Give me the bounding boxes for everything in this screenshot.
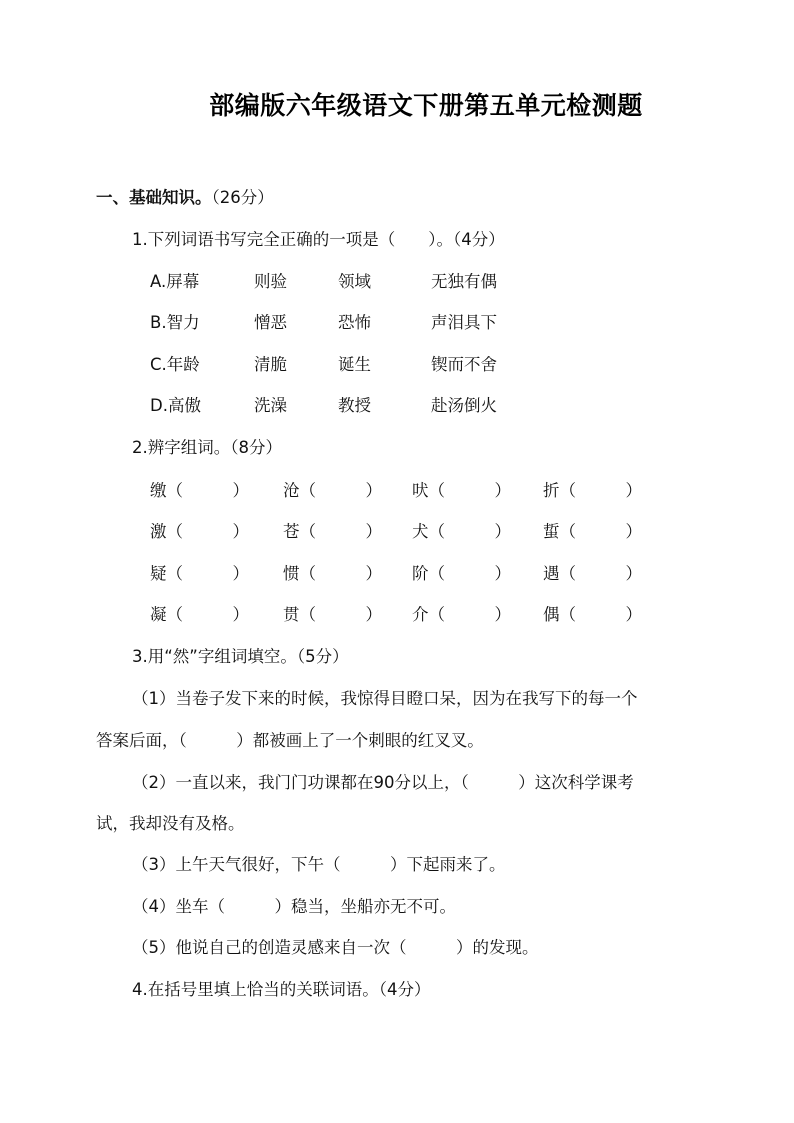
- section-score: （26分）: [211, 188, 274, 207]
- option-label: A.屏幕: [150, 272, 200, 291]
- option-label: C.年龄: [150, 355, 200, 374]
- word-blank: 缴（ ）: [150, 481, 249, 500]
- option-word: 清脆: [254, 355, 287, 374]
- question-3-item-4: （4）坐车（ ）稳当，坐船亦无不可。: [132, 897, 456, 916]
- question-2-prompt: 2.辨字组词。（8分）: [132, 438, 282, 457]
- section-heading: [96, 188, 274, 208]
- word-blank: 偶（ ）: [543, 605, 642, 624]
- word-blank: 折（ ）: [543, 481, 642, 500]
- option-word: 无独有偶: [431, 272, 497, 291]
- question-3-item-2: （2）一直以来，我门门功课都在90分以上，（ ）这次科学课考: [132, 773, 634, 792]
- word-blank: 疑（ ）: [150, 564, 249, 583]
- option-word: 声泪具下: [431, 313, 497, 332]
- question-1-prompt: 1.下列词语书写完全正确的一项是（ ）。（4分）: [132, 230, 505, 249]
- word-blank: 遇（ ）: [543, 564, 642, 583]
- option-word: 领域: [338, 272, 371, 291]
- word-blank: 沧（ ）: [283, 481, 382, 500]
- question-3-item-1: （1）当卷子发下来的时候，我惊得目瞪口呆，因为在我写下的每一个: [132, 689, 638, 708]
- word-blank: 犬（ ）: [412, 522, 511, 541]
- question-3-item-3: （3）上午天气很好，下午（ ）下起雨来了。: [132, 855, 506, 874]
- option-word: 教授: [338, 396, 371, 415]
- word-blank: 激（ ）: [150, 522, 249, 541]
- section-title: 一、基础知识。: [96, 188, 212, 207]
- option-label: B.智力: [150, 313, 200, 332]
- word-blank: 吠（ ）: [412, 481, 511, 500]
- option-word: 憎恶: [254, 313, 287, 332]
- question-3-item-2-cont: 试，我却没有及格。: [96, 814, 245, 833]
- option-word: 诞生: [338, 355, 371, 374]
- word-blank: 蜇（ ）: [543, 522, 642, 541]
- word-blank: 阶（ ）: [412, 564, 511, 583]
- question-3-prompt: 3.用“然”字组词填空。（5分）: [132, 647, 349, 666]
- question-3-item-5: （5）他说自己的创造灵感来自一次（ ）的发现。: [132, 938, 539, 957]
- option-word: 锲而不舍: [431, 355, 497, 374]
- option-word: 恐怖: [338, 313, 371, 332]
- question-4-prompt: 4.在括号里填上恰当的关联词语。（4分）: [132, 980, 431, 999]
- word-blank: 贯（ ）: [283, 605, 382, 624]
- word-blank: 苍（ ）: [283, 522, 382, 541]
- option-word: 则验: [254, 272, 287, 291]
- question-3-item-1-cont: 答案后面，（ ）都被画上了一个刺眼的红叉叉。: [96, 731, 484, 750]
- option-word: 赴汤倒火: [431, 396, 497, 415]
- page-title: 部编版六年级语文下册第五单元检测题: [209, 91, 643, 120]
- word-blank: 介（ ）: [412, 605, 511, 624]
- option-word: 洗澡: [254, 396, 287, 415]
- word-blank: 凝（ ）: [150, 605, 249, 624]
- option-label: D.高傲: [150, 396, 201, 415]
- word-blank: 惯（ ）: [283, 564, 382, 583]
